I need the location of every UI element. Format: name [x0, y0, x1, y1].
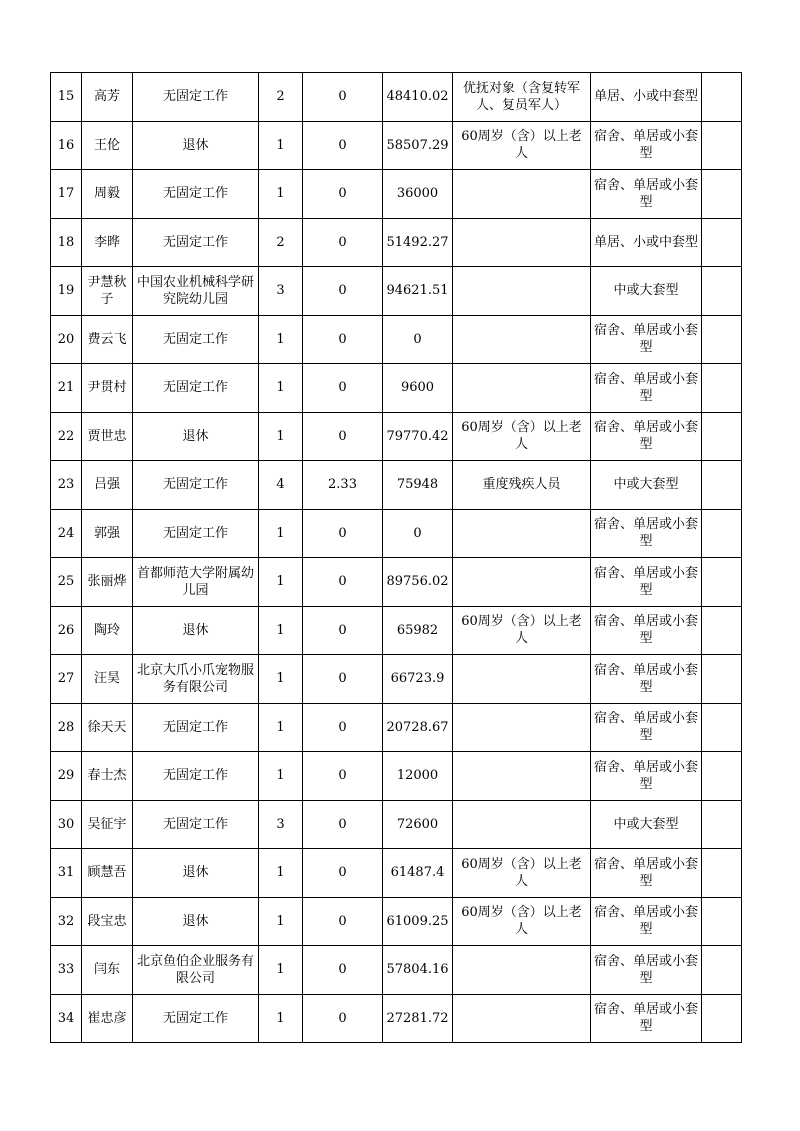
cell-remarks [702, 509, 742, 558]
cell-priority-category [453, 315, 591, 364]
cell-work-unit: 北京鱼伯企业服务有限公司 [133, 946, 259, 995]
cell-applicant-name: 郭强 [82, 509, 133, 558]
cell-family-members: 1 [259, 994, 303, 1043]
cell-housing-area: 0 [303, 800, 383, 849]
cell-applicant-name: 春士杰 [82, 752, 133, 801]
cell-annual-income: 0 [383, 315, 453, 364]
cell-serial-number: 18 [51, 218, 82, 267]
cell-work-unit: 退休 [133, 849, 259, 898]
cell-applicant-name: 顾慧吾 [82, 849, 133, 898]
cell-applicant-name: 徐天天 [82, 703, 133, 752]
cell-housing-type: 宿舍、单居或小套型 [591, 412, 702, 461]
cell-applicant-name: 汪昊 [82, 655, 133, 704]
cell-housing-type: 宿舍、单居或小套型 [591, 897, 702, 946]
cell-housing-area: 0 [303, 170, 383, 219]
cell-serial-number: 28 [51, 703, 82, 752]
cell-housing-area: 0 [303, 703, 383, 752]
cell-applicant-name: 崔忠彦 [82, 994, 133, 1043]
cell-applicant-name: 贾世忠 [82, 412, 133, 461]
cell-housing-type: 中或大套型 [591, 267, 702, 316]
cell-annual-income: 12000 [383, 752, 453, 801]
cell-housing-type: 宿舍、单居或小套型 [591, 558, 702, 607]
cell-remarks [702, 267, 742, 316]
cell-work-unit: 无固定工作 [133, 703, 259, 752]
cell-annual-income: 79770.42 [383, 412, 453, 461]
cell-work-unit: 退休 [133, 412, 259, 461]
cell-serial-number: 19 [51, 267, 82, 316]
cell-housing-type: 中或大套型 [591, 800, 702, 849]
cell-serial-number: 33 [51, 946, 82, 995]
cell-annual-income: 94621.51 [383, 267, 453, 316]
cell-housing-area: 0 [303, 73, 383, 122]
cell-housing-type: 宿舍、单居或小套型 [591, 121, 702, 170]
cell-work-unit: 无固定工作 [133, 364, 259, 413]
cell-housing-area: 0 [303, 364, 383, 413]
table-row [51, 364, 742, 413]
table-row [51, 800, 742, 849]
cell-annual-income: 0 [383, 509, 453, 558]
cell-remarks [702, 315, 742, 364]
cell-family-members: 1 [259, 121, 303, 170]
cell-family-members: 1 [259, 412, 303, 461]
cell-serial-number: 17 [51, 170, 82, 219]
cell-priority-category: 60周岁（含）以上老人 [453, 412, 591, 461]
cell-family-members: 3 [259, 267, 303, 316]
cell-remarks [702, 461, 742, 510]
cell-housing-area: 0 [303, 849, 383, 898]
cell-housing-type: 宿舍、单居或小套型 [591, 994, 702, 1043]
cell-applicant-name: 周毅 [82, 170, 133, 219]
cell-priority-category [453, 752, 591, 801]
cell-applicant-name: 张丽烨 [82, 558, 133, 607]
cell-housing-area: 0 [303, 412, 383, 461]
cell-housing-type: 宿舍、单居或小套型 [591, 509, 702, 558]
cell-applicant-name: 尹贯村 [82, 364, 133, 413]
table-row [51, 897, 742, 946]
cell-work-unit: 首都师范大学附属幼儿园 [133, 558, 259, 607]
cell-housing-type: 宿舍、单居或小套型 [591, 752, 702, 801]
cell-work-unit: 退休 [133, 121, 259, 170]
cell-annual-income: 61009.25 [383, 897, 453, 946]
cell-annual-income: 61487.4 [383, 849, 453, 898]
cell-housing-type: 宿舍、单居或小套型 [591, 170, 702, 219]
cell-applicant-name: 陶玲 [82, 606, 133, 655]
cell-annual-income: 36000 [383, 170, 453, 219]
cell-family-members: 2 [259, 73, 303, 122]
cell-annual-income: 89756.02 [383, 558, 453, 607]
cell-remarks [702, 994, 742, 1043]
cell-priority-category [453, 994, 591, 1043]
cell-priority-category [453, 800, 591, 849]
cell-family-members: 1 [259, 606, 303, 655]
cell-housing-type: 宿舍、单居或小套型 [591, 946, 702, 995]
cell-annual-income: 58507.29 [383, 121, 453, 170]
cell-work-unit: 退休 [133, 606, 259, 655]
cell-housing-area: 0 [303, 655, 383, 704]
cell-priority-category [453, 364, 591, 413]
cell-housing-area: 0 [303, 606, 383, 655]
cell-applicant-name: 段宝忠 [82, 897, 133, 946]
cell-priority-category [453, 509, 591, 558]
cell-applicant-name: 王伦 [82, 121, 133, 170]
cell-remarks [702, 752, 742, 801]
cell-serial-number: 21 [51, 364, 82, 413]
cell-applicant-name: 吕强 [82, 461, 133, 510]
cell-family-members: 4 [259, 461, 303, 510]
cell-remarks [702, 849, 742, 898]
cell-priority-category: 60周岁（含）以上老人 [453, 606, 591, 655]
cell-remarks [702, 412, 742, 461]
applicant-table [50, 72, 742, 1043]
cell-serial-number: 27 [51, 655, 82, 704]
cell-housing-area: 0 [303, 558, 383, 607]
cell-remarks [702, 655, 742, 704]
cell-remarks [702, 218, 742, 267]
cell-family-members: 1 [259, 315, 303, 364]
table-row [51, 849, 742, 898]
cell-serial-number: 34 [51, 994, 82, 1043]
cell-annual-income: 57804.16 [383, 946, 453, 995]
cell-remarks [702, 897, 742, 946]
cell-applicant-name: 李晔 [82, 218, 133, 267]
table-row [51, 170, 742, 219]
cell-family-members: 1 [259, 703, 303, 752]
cell-work-unit: 无固定工作 [133, 752, 259, 801]
cell-work-unit: 北京大爪小爪宠物服务有限公司 [133, 655, 259, 704]
cell-family-members: 1 [259, 364, 303, 413]
cell-remarks [702, 364, 742, 413]
cell-applicant-name: 费云飞 [82, 315, 133, 364]
table-row [51, 509, 742, 558]
table-row [51, 558, 742, 607]
cell-priority-category [453, 267, 591, 316]
cell-serial-number: 29 [51, 752, 82, 801]
cell-family-members: 1 [259, 558, 303, 607]
table-row [51, 655, 742, 704]
cell-work-unit: 无固定工作 [133, 315, 259, 364]
cell-priority-category [453, 703, 591, 752]
cell-housing-area: 0 [303, 752, 383, 801]
cell-applicant-name: 闫东 [82, 946, 133, 995]
cell-housing-type: 宿舍、单居或小套型 [591, 655, 702, 704]
cell-work-unit: 退休 [133, 897, 259, 946]
cell-serial-number: 15 [51, 73, 82, 122]
cell-priority-category [453, 170, 591, 219]
cell-housing-area: 0 [303, 315, 383, 364]
table-body [51, 73, 742, 1043]
cell-serial-number: 31 [51, 849, 82, 898]
cell-applicant-name: 尹慧秋子 [82, 267, 133, 316]
cell-serial-number: 23 [51, 461, 82, 510]
cell-work-unit: 无固定工作 [133, 170, 259, 219]
cell-annual-income: 48410.02 [383, 73, 453, 122]
cell-housing-area: 0 [303, 267, 383, 316]
cell-housing-type: 单居、小或中套型 [591, 73, 702, 122]
cell-family-members: 1 [259, 655, 303, 704]
table-row [51, 73, 742, 122]
cell-serial-number: 16 [51, 121, 82, 170]
cell-annual-income: 66723.9 [383, 655, 453, 704]
cell-applicant-name: 高芳 [82, 73, 133, 122]
cell-priority-category: 60周岁（含）以上老人 [453, 849, 591, 898]
table-row [51, 752, 742, 801]
table-row [51, 703, 742, 752]
cell-priority-category: 重度残疾人员 [453, 461, 591, 510]
cell-family-members: 3 [259, 800, 303, 849]
table-row [51, 994, 742, 1043]
cell-work-unit: 无固定工作 [133, 800, 259, 849]
cell-work-unit: 无固定工作 [133, 73, 259, 122]
cell-serial-number: 22 [51, 412, 82, 461]
cell-priority-category [453, 218, 591, 267]
cell-remarks [702, 73, 742, 122]
cell-priority-category [453, 558, 591, 607]
cell-housing-area: 0 [303, 897, 383, 946]
cell-family-members: 1 [259, 170, 303, 219]
cell-remarks [702, 558, 742, 607]
cell-housing-type: 宿舍、单居或小套型 [591, 606, 702, 655]
cell-priority-category: 60周岁（含）以上老人 [453, 121, 591, 170]
cell-family-members: 2 [259, 218, 303, 267]
cell-family-members: 1 [259, 897, 303, 946]
table-row [51, 606, 742, 655]
cell-housing-type: 单居、小或中套型 [591, 218, 702, 267]
cell-housing-type: 宿舍、单居或小套型 [591, 849, 702, 898]
cell-priority-category [453, 655, 591, 704]
cell-priority-category: 优抚对象（含复转军人、复员军人） [453, 73, 591, 122]
cell-work-unit: 中国农业机械科学研究院幼儿园 [133, 267, 259, 316]
cell-housing-area: 0 [303, 509, 383, 558]
cell-priority-category: 60周岁（含）以上老人 [453, 897, 591, 946]
cell-serial-number: 26 [51, 606, 82, 655]
table-row [51, 946, 742, 995]
cell-applicant-name: 吴征宇 [82, 800, 133, 849]
cell-housing-area: 0 [303, 994, 383, 1043]
cell-housing-area: 0 [303, 946, 383, 995]
cell-serial-number: 25 [51, 558, 82, 607]
cell-housing-area: 0 [303, 218, 383, 267]
cell-remarks [702, 703, 742, 752]
table-row [51, 461, 742, 510]
cell-serial-number: 30 [51, 800, 82, 849]
cell-housing-area: 0 [303, 121, 383, 170]
cell-annual-income: 51492.27 [383, 218, 453, 267]
cell-annual-income: 65982 [383, 606, 453, 655]
cell-family-members: 1 [259, 752, 303, 801]
cell-annual-income: 75948 [383, 461, 453, 510]
cell-family-members: 1 [259, 509, 303, 558]
cell-priority-category [453, 946, 591, 995]
cell-serial-number: 20 [51, 315, 82, 364]
table-row [51, 121, 742, 170]
cell-work-unit: 无固定工作 [133, 461, 259, 510]
table-row [51, 267, 742, 316]
cell-housing-type: 宿舍、单居或小套型 [591, 703, 702, 752]
cell-annual-income: 72600 [383, 800, 453, 849]
cell-housing-type: 宿舍、单居或小套型 [591, 315, 702, 364]
cell-annual-income: 20728.67 [383, 703, 453, 752]
cell-remarks [702, 606, 742, 655]
cell-work-unit: 无固定工作 [133, 218, 259, 267]
cell-serial-number: 32 [51, 897, 82, 946]
cell-family-members: 1 [259, 849, 303, 898]
cell-work-unit: 无固定工作 [133, 994, 259, 1043]
cell-remarks [702, 800, 742, 849]
cell-housing-type: 宿舍、单居或小套型 [591, 364, 702, 413]
table-row [51, 218, 742, 267]
cell-family-members: 1 [259, 946, 303, 995]
cell-serial-number: 24 [51, 509, 82, 558]
cell-housing-area: 2.33 [303, 461, 383, 510]
cell-housing-type: 中或大套型 [591, 461, 702, 510]
cell-remarks [702, 170, 742, 219]
cell-work-unit: 无固定工作 [133, 509, 259, 558]
cell-annual-income: 9600 [383, 364, 453, 413]
table-row [51, 412, 742, 461]
table-row [51, 315, 742, 364]
cell-remarks [702, 121, 742, 170]
cell-annual-income: 27281.72 [383, 994, 453, 1043]
cell-remarks [702, 946, 742, 995]
